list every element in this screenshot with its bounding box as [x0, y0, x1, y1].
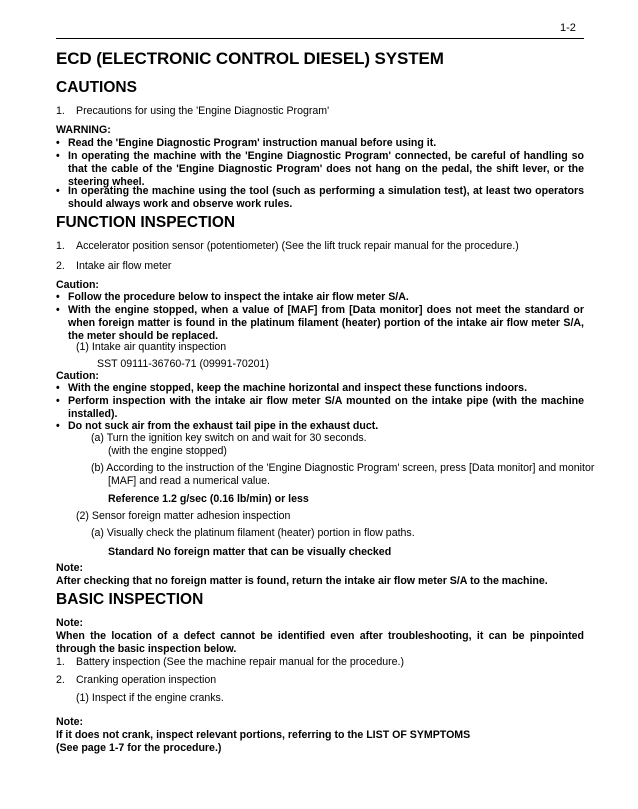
- item-number: 1.: [56, 105, 65, 117]
- warning-bullet: • In operating the machine with the 'Engine Diagnostic Program' connected, be careful of handling so that the cable of the 'Engine Diagnostic Program' does not hang on the pedal, the shift lever, or the steering wheel.: [56, 150, 584, 188]
- bullet-text: With the engine stopped, keep the machine horizontal and inspect these functions indoors.: [68, 382, 528, 394]
- sst-line: SST 09111-36760-71 (09991-70201): [97, 358, 269, 370]
- bullet-text: With the engine stopped, when a value of [MAF] from [Data monitor] does not meet the standard or when foreign matter is found in the platinum filament (heater) portion of the intake air flow meter S/A, the meter should be replaced.: [68, 304, 584, 342]
- note-label: Note:: [56, 562, 84, 574]
- function-inspection-heading: FUNCTION INSPECTION: [56, 214, 236, 231]
- caution-bullet: • With the engine stopped, when a value of [MAF] from [Data monitor] does not meet the standard or when foreign matter is found in the platinum filament (heater) portion of the intake air flow meter S/A, the meter should be replaced.: [56, 304, 584, 342]
- header-rule: [56, 38, 584, 39]
- step-a: (a) Turn the ignition key switch on and wait for 30 seconds.: [91, 432, 367, 444]
- item-text: Intake air flow meter: [76, 260, 172, 272]
- note-text: After checking that no foreign matter is found, return the intake air flow meter S/A to the machine.: [56, 575, 548, 587]
- note-text-2: If it does not crank, inspect relevant portions, referring to the LIST OF SYMPTOMS: [56, 729, 471, 741]
- note-text-3: (See page 1-7 for the procedure.): [56, 742, 222, 754]
- warning-bullet: • In operating the machine using the tool (such as performing a simulation test), at least two operators should always work and observe work rules.: [56, 185, 584, 210]
- standard-value: Standard No foreign matter that can be visually checked: [108, 546, 392, 558]
- basic-inspection-heading: BASIC INSPECTION: [56, 591, 204, 608]
- reference-value: Reference 1.2 g/sec (0.16 lb/min) or less: [108, 493, 309, 505]
- warning-bullet: • Read the 'Engine Diagnostic Program' instruction manual before using it.: [56, 137, 437, 149]
- item-number: 2.: [56, 260, 65, 272]
- caution-bullet: • Do not suck air from the exhaust tail pipe in the exhaust duct.: [56, 420, 379, 432]
- caution-bullet: • Follow the procedure below to inspect the intake air flow meter S/A.: [56, 291, 409, 303]
- item-text: Accelerator position sensor (potentiometer) (See the lift truck repair manual for the procedure.): [76, 240, 519, 252]
- page-number: 1-2: [560, 22, 576, 34]
- item-text: Cranking operation inspection: [76, 674, 217, 686]
- bullet-text: Do not suck air from the exhaust tail pipe in the exhaust duct.: [68, 420, 379, 432]
- step-b-cont: [MAF] and read a numerical value.: [108, 475, 270, 487]
- sub-step-2: (2) Sensor foreign matter adhesion inspection: [76, 510, 291, 522]
- item-number: 2.: [56, 674, 65, 686]
- bullet-text: In operating the machine with the 'Engine Diagnostic Program' connected, be careful of handling so that the cable of the 'Engine Diagnostic Program' does not hang on the pedal, the shift lever, or the steering wheel.: [68, 150, 584, 188]
- caution-label-2: Caution:: [56, 370, 99, 382]
- step-a-visual: (a) Visually check the platinum filament (heater) portion in flow paths.: [91, 527, 415, 539]
- step-b: (b) According to the instruction of the 'Engine Diagnostic Program' screen, press [Data monitor] and monitor: [91, 462, 595, 474]
- bullet-text: In operating the machine using the tool (such as performing a simulation test), at least two operators should always work and observe work rules.: [68, 185, 584, 210]
- warning-label: WARNING:: [56, 124, 111, 136]
- item-text: Battery inspection (See the machine repair manual for the procedure.): [76, 656, 404, 668]
- bullet-text: Read the 'Engine Diagnostic Program' instruction manual before using it.: [68, 137, 437, 149]
- note-text: When the location of a defect cannot be identified even after troubleshooting, it can be pinpointed through the basic inspection below.: [56, 630, 584, 655]
- caution-label: Caution:: [56, 279, 99, 291]
- cautions-heading: CAUTIONS: [56, 79, 137, 96]
- sub-step-1: (1) Inspect if the engine cranks.: [76, 692, 224, 704]
- bullet-text: Perform inspection with the intake air flow meter S/A mounted on the intake pipe (with the machine installed).: [68, 395, 584, 420]
- note-label: Note:: [56, 617, 84, 629]
- bullet-text: Follow the procedure below to inspect the intake air flow meter S/A.: [68, 291, 409, 303]
- page-title: ECD (ELECTRONIC CONTROL DIESEL) SYSTEM: [56, 49, 444, 68]
- item-number: 1.: [56, 656, 65, 668]
- step-a-note: (with the engine stopped): [108, 445, 227, 457]
- item-number: 1.: [56, 240, 65, 252]
- note-label-2: Note:: [56, 716, 84, 728]
- item-text: Precautions for using the 'Engine Diagnostic Program': [76, 105, 330, 117]
- caution-bullet: • Perform inspection with the intake air flow meter S/A mounted on the intake pipe (with the machine installed).: [56, 395, 584, 420]
- caution-bullet: • With the engine stopped, keep the machine horizontal and inspect these functions indoors.: [56, 382, 528, 394]
- sub-step-1: (1) Intake air quantity inspection: [76, 341, 227, 353]
